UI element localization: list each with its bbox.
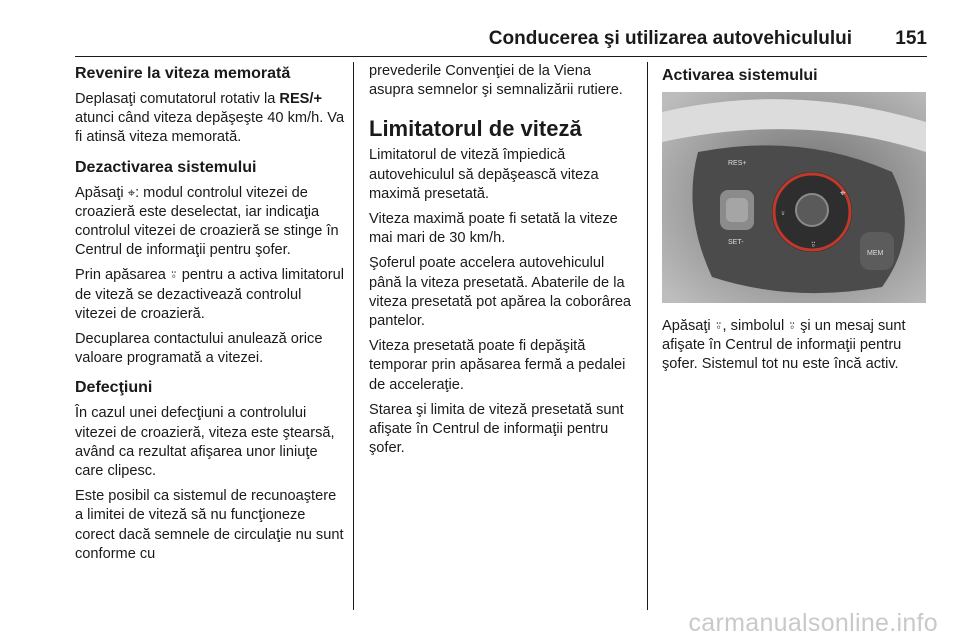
- watermark: carmanualsonline.info: [688, 609, 938, 637]
- text: Apăsaţi: [75, 184, 128, 201]
- speed-limiter-icon: ⍤: [714, 319, 723, 334]
- cruise-icon: ⍤: [780, 208, 786, 219]
- text: Deplasaţi comutatorul rotativ la: [75, 91, 280, 107]
- page-number: 151: [895, 28, 927, 49]
- mem-button-label: MEM: [867, 250, 884, 257]
- text: atunci când viteza depăşeşte 40 km/h. Va fi atinsă viteza memorată.: [75, 110, 345, 146]
- paragraph-limitator-5: Starea şi limita de viteză presetată sunt afişate în Centrul de informaţii pentru şofer.: [369, 401, 624, 457]
- steering-wheel-photo: [662, 92, 926, 303]
- text: , simbolul: [722, 318, 789, 334]
- text: Prin apăsarea: [75, 267, 170, 284]
- paragraph-continuation: prevederile Convenţiei de la Viena asupra semnelor şi semnalizării rutiere.: [369, 63, 623, 99]
- column-3: [662, 62, 926, 381]
- page-header: [75, 28, 927, 56]
- paragraph-limitator-4: Viteza presetată poate fi depăşită temporar prin apăsarea fermă a pedalei de acceleraţie.: [369, 338, 626, 393]
- text: Apăsaţi: [662, 318, 715, 334]
- set-button-label: SET-: [728, 239, 744, 246]
- paragraph-activare: [662, 317, 926, 375]
- heading-revenire: Revenire la viteza memorată: [75, 65, 291, 82]
- text: şi un mesaj sunt afişate în Centrul de informaţii pentru şofer. Sistemul tot nu este încă activ.: [662, 318, 906, 373]
- paragraph-limitator-2: Viteza maximă poate fi setată la viteze mai mari de 30 km/h.: [369, 211, 618, 247]
- steering-wheel-illustration: [662, 92, 926, 303]
- text: : modul controlul vitezei de croazieră este deselectat, iar indicaţia controlul vitezei de croazieră se stinge în Centrul de informaţii pentru şofer.: [75, 184, 339, 259]
- cruise-cancel-icon: ⌖: [127, 185, 136, 201]
- column-divider: [353, 62, 354, 610]
- rocker-switch-face: [726, 198, 748, 222]
- column-divider: [647, 62, 648, 610]
- speed-limiter-icon: ⍤: [169, 268, 178, 284]
- cancel-icon: ⌖: [840, 188, 846, 199]
- header-rule: [75, 56, 927, 57]
- paragraph-dezactivare-1: [75, 184, 345, 261]
- paragraph-dezactivare-3: Decuplarea contactului anulează orice valoare programată a vitezei.: [75, 331, 323, 367]
- res-label: RES/+: [279, 91, 322, 107]
- column-2: [369, 62, 639, 464]
- limiter-icon: ⍤: [810, 238, 817, 251]
- heading-activare: Activarea sistemului: [662, 67, 818, 84]
- paragraph-defectiuni-2: Este posibil ca sistemul de recunoaştere a limitei de viteză să nu funcţioneze corect dacă semnele de circulaţie nu sunt conforme cu: [75, 488, 344, 562]
- paragraph-defectiuni-1: În cazul unei defecţiuni a controlului vitezei de croazieră, viteza este ştearsă, având ca rezultat afişarea unor liniuţe care clipesc.: [75, 405, 335, 480]
- paragraph-limitator-3: Şoferul poate accelera autovehiculul până la viteza presetată. Abaterile de la viteza presetată pot apărea la coborârea pantelor.: [369, 255, 632, 330]
- heading-defectiuni: Defecţiuni: [75, 379, 153, 397]
- heading-limitator: Limitatorul de viteză: [369, 116, 582, 142]
- paragraph-limitator-1: Limitatorul de viteză împiedică autovehiculul să depăşească viteza maximă presetată.: [369, 147, 599, 202]
- heading-dezactivare: Dezactivarea sistemului: [75, 158, 257, 176]
- chapter-title: Conducerea şi utilizarea autovehiculului: [488, 28, 852, 49]
- text: pentru a activa limitatorul de viteză se dezactivează controlul vitezei de croazieră.: [75, 267, 345, 322]
- paragraph-dezactivare-2: [75, 266, 345, 324]
- res-button-label: RES+: [728, 160, 747, 167]
- dial-center: [796, 194, 828, 226]
- paragraph-revenire: [75, 90, 345, 148]
- speed-limiter-icon: ⍤: [788, 319, 797, 334]
- column-1: [75, 62, 345, 570]
